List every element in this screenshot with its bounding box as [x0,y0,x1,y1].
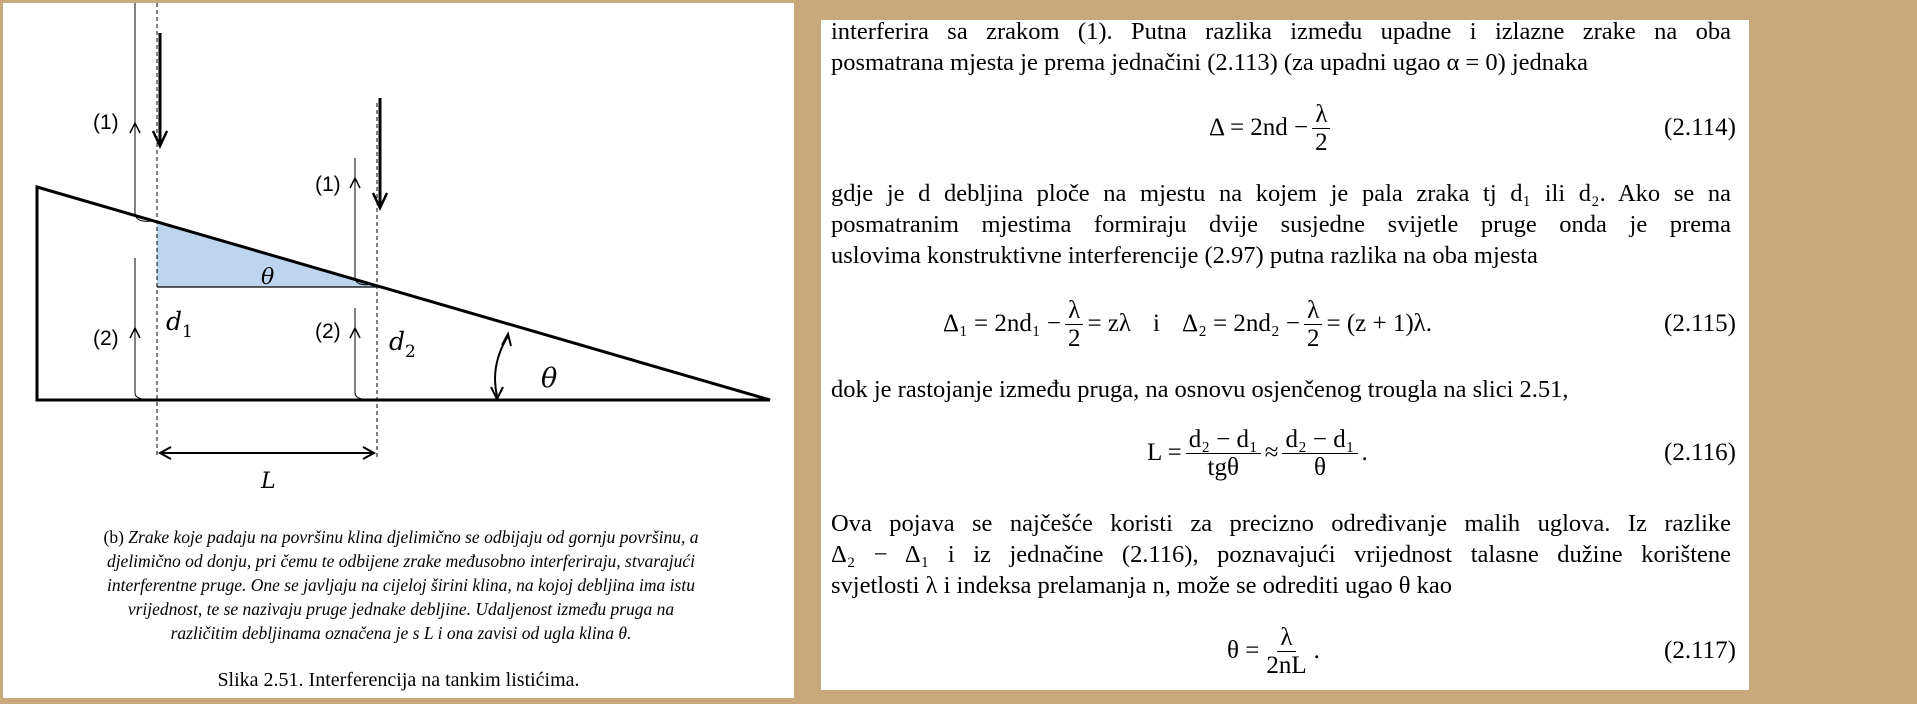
reflected-ray-1-bottom [135,258,153,400]
eq114-number: (2.114) [1664,114,1736,141]
eq116-approx: ≈ [1264,439,1279,466]
eq116-den2: θ [1313,453,1326,481]
paragraph-4 [831,508,1731,601]
label-ray1-right: (1) [315,173,341,196]
label-d2: $d_2$ [389,327,416,362]
caption-line-4: vrijednost, te se nazivaju pruge jednake debljine. Udaljenost između pruga na [127,599,675,619]
figure-panel [3,3,794,698]
eq115-conj: i [1153,310,1160,337]
caption-line-1: Zrake koje padaju na površinu klina djelimično se odbijaju od gornju površinu, a [128,527,699,547]
eq116-lhs: L = [1147,439,1182,466]
eq114-den: 2 [1315,128,1328,156]
eq117-lhs: θ = [1227,637,1260,664]
p2-line-3: uslovima konstruktivne interferencije (2.97) putna razlika na oba mjesta [831,242,1538,269]
wedge-shape [37,187,770,400]
eq115-part1: Δ₁ = 2nd₁ − [943,310,1061,337]
caption-line-5: različitim debljinama označena je s L i ona zavisi od ugla klina θ. [170,623,632,643]
text-panel [821,20,1749,690]
label-theta-small: θ [261,265,275,290]
p2-line-1: gdje je d debljina ploče na mjestu na kojem je pala zraka tj d₁ ili d₂. Ako se na [831,180,1731,207]
eq117-num: λ [1277,624,1295,652]
eq114-num: λ [1312,101,1330,129]
caption-line-3: interferentne pruge. One se javljaju na cijeloj širini klina, na kojoj debljina ima istu [107,575,695,595]
figure-caption [21,525,781,645]
equation-2-117 [831,621,1736,681]
reflected-ray-2-top [355,158,373,285]
wedge-diagram [3,3,794,513]
p1-line-1: interferira sa zrakom (1). Putna razlika između upadne i izlazne zrake na oba [831,18,1731,45]
paragraph-3 [831,374,1731,405]
label-ray1-left: (1) [93,111,119,134]
reflected-ray-2-bottom [355,308,373,400]
label-L: L [261,469,276,494]
figure-title: Slika 2.51. Interferencija na tankim listićima. [217,669,580,691]
eq116-tail: . [1361,439,1368,466]
eq115-part2: Δ₂ = 2nd₂ − [1182,310,1300,337]
label-ray2-left: (2) [93,327,119,350]
eq115-number: (2.115) [1664,310,1736,337]
label-ray2-right: (2) [315,320,341,343]
p1-line-2: posmatrana mjesta je prema jednačini (2.113) (za upadni ugao α = 0) jednaka [831,49,1589,76]
reflected-ray-1-top [135,3,153,221]
p3-line-1: dok je rastojanje između pruga, na osnovu osjenčenog trougla na slici 2.51, [831,376,1569,403]
angle-arc [495,336,508,396]
p4-line-1: Ova pojava se najčešće koristi za precizno određivanje malih uglova. Iz razlike [831,510,1731,537]
eq117-number: (2.117) [1664,637,1736,664]
eq116-num2: d₂ − d₁ [1282,426,1357,454]
eq115-num1: λ [1065,297,1083,325]
p4-line-2: Δ₂ − Δ₁ i iz jednačine (2.116), poznavajući vrijednost talasne dužine korištene [831,541,1731,568]
label-d1: $d_1$ [166,307,193,342]
paragraph-2 [831,178,1731,271]
eq115-den2: 2 [1306,324,1320,352]
equation-2-115 [831,294,1736,354]
eq114-lhs: Δ = 2nd − [1209,114,1309,141]
p2-line-2: posmatranim mjestima formiraju dvije susjedne svijetle pruge onda je prema [831,211,1731,238]
equation-2-116 [831,423,1736,483]
eq116-den1: tgθ [1207,453,1239,481]
eq115-mid2: = (z + 1)λ. [1326,310,1433,337]
equation-2-114 [831,98,1736,158]
eq115-num2: λ [1304,297,1322,325]
caption-line-2: djelimično od donju, pri čemu te odbijene zrake međusobno interferiraju, stvarajući [106,551,696,571]
eq117-tail: . [1313,637,1320,664]
paragraph-1 [831,16,1731,78]
eq115-den1: 2 [1067,324,1081,352]
eq116-num1: d₂ − d₁ [1186,426,1261,454]
label-theta-big: θ [541,363,558,394]
eq115-mid1: = zλ [1087,310,1132,337]
p4-line-3: svjetlosti λ i indeksa prelamanja n, može se odrediti ugao θ kao [831,572,1452,599]
eq116-number: (2.116) [1664,439,1736,466]
caption-prefix: (b) [103,527,124,547]
eq117-den: 2nL [1266,651,1307,679]
